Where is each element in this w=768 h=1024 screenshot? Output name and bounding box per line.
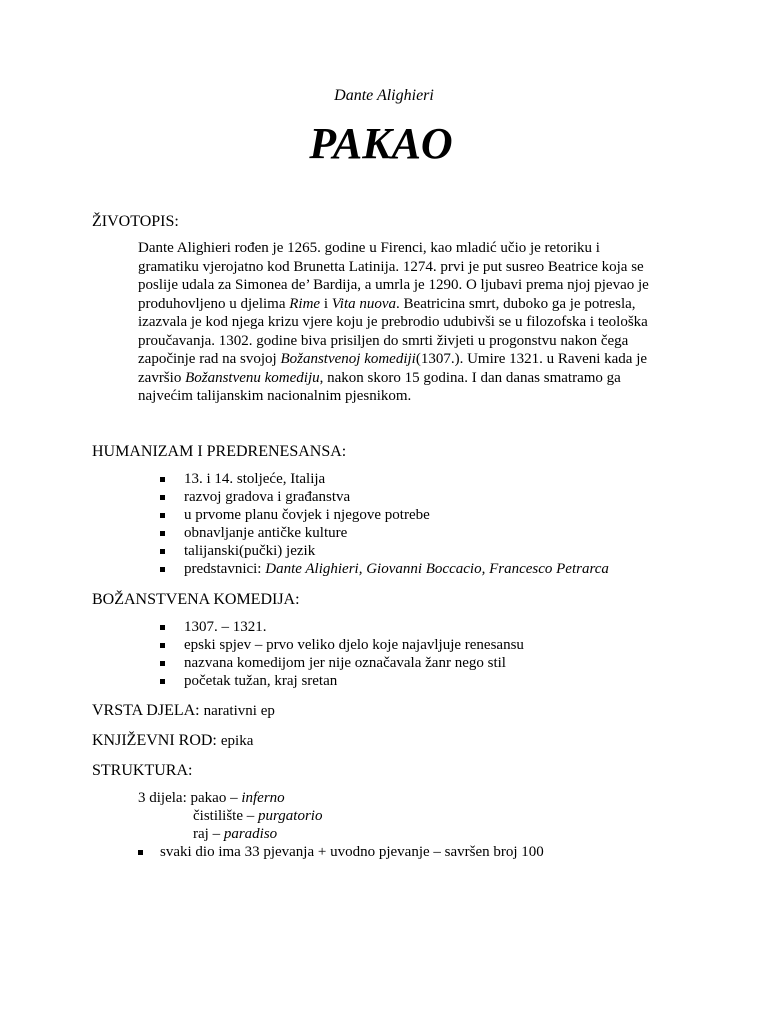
structure-bullet-item: svaki dio ima 33 pjevanja + uvodno pjevanje – savršen broj 100 <box>138 843 544 861</box>
knjizevni-rod-line <box>92 731 253 751</box>
square-bullet-icon <box>160 625 165 630</box>
biography-line: Dante Alighieri rođen je 1265. godine u Firenci, kao mladić učio je retoriku i <box>138 240 600 256</box>
biography-line: proučavanja. 1302. godine biva prisiljen do smrti živjeti u progonstvu nakon čega <box>138 332 629 349</box>
square-bullet-icon <box>160 477 165 482</box>
biography-line: izazvala je kod njega krizu vjere koju je prebrodio udubivši se u filozofska i teološka <box>138 314 648 330</box>
square-bullet-icon <box>160 661 165 666</box>
list-item: epski spjev – prvo veliko djelo koje najavljuje renesansu <box>160 636 524 654</box>
komedija-list <box>160 618 524 690</box>
square-bullet-icon <box>138 850 143 855</box>
vrsta-djela-value: narativni ep <box>203 703 275 719</box>
page-title: PAKAO <box>309 119 453 168</box>
list-item: razvoj gradova i građanstva <box>160 488 609 506</box>
heading-humanizam: HUMANIZAM I PREDRENESANSA: <box>92 443 347 460</box>
knjizevni-rod-label: KNJIŽEVNI ROD: <box>92 732 221 749</box>
vrsta-djela-label: VRSTA DJELA: <box>92 702 204 719</box>
biography-line: poslije udala za Simonea de’ Bardija, a umrla je 1290. O ljubavi prema njoj pjevao je <box>138 277 649 293</box>
author-name: Dante Alighieri <box>334 87 434 104</box>
biography-line: najvećim talijanskim nacionalnim pjesnikom. <box>138 388 412 404</box>
square-bullet-icon <box>160 549 165 554</box>
biography-line: produhovljeno u djelima Rime i Vita nuova. Beatricina smrt, duboko ga je potresla, <box>138 295 636 312</box>
square-bullet-icon <box>160 567 165 572</box>
list-item: početak tužan, kraj sretan <box>160 672 524 690</box>
knjizevni-rod-value: epika <box>220 733 254 749</box>
list-item: 13. i 14. stoljeće, Italija <box>160 470 609 488</box>
square-bullet-icon <box>160 643 165 648</box>
list-item: nazvana komedijom jer nije označavala žanr nego stil <box>160 654 524 672</box>
list-item: obnavljanje antičke kulture <box>160 524 609 542</box>
biography-line: gramatiku vjerojatno kod Brunetta Latinija. 1274. prvi je put susreo Beatrice koja se <box>138 258 644 275</box>
heading-zivotopis: ŽIVOTOPIS: <box>92 213 179 230</box>
heading-bozanstvena-komedija: BOŽANSTVENA KOMEDIJA: <box>92 591 300 608</box>
heading-struktura: STRUKTURA: <box>92 762 193 779</box>
list-item: predstavnici: Dante Alighieri, Giovanni Boccacio, Francesco Petrarca <box>160 560 609 578</box>
square-bullet-icon <box>160 513 165 518</box>
biography-paragraph <box>138 239 678 406</box>
square-bullet-icon <box>160 679 165 684</box>
representatives-names: Dante Alighieri, Giovanni Boccacio, Francesco Petrarca <box>265 561 609 577</box>
humanizam-list <box>160 470 609 578</box>
list-item: talijanski(pučki) jezik <box>160 542 609 560</box>
structure-part-row: raj – paradiso <box>193 826 278 842</box>
square-bullet-icon <box>160 531 165 536</box>
vrsta-djela-line <box>92 701 275 721</box>
biography-line: završio Božanstvenu komediju, nakon skoro 15 godina. I dan danas smatramo ga <box>138 369 621 386</box>
list-item: u prvome planu čovjek i njegove potrebe <box>160 506 609 524</box>
biography-line: započinje rad na svojoj Božanstvenoj komediji(1307.). Umire 1321. u Raveni kada je <box>138 351 648 367</box>
structure-part-row: 3 dijela: pakao – inferno <box>138 790 285 806</box>
list-item: 1307. – 1321. <box>160 618 524 636</box>
square-bullet-icon <box>160 495 165 500</box>
structure-block <box>138 789 322 843</box>
structure-part-row: čistilište – purgatorio <box>193 808 323 824</box>
